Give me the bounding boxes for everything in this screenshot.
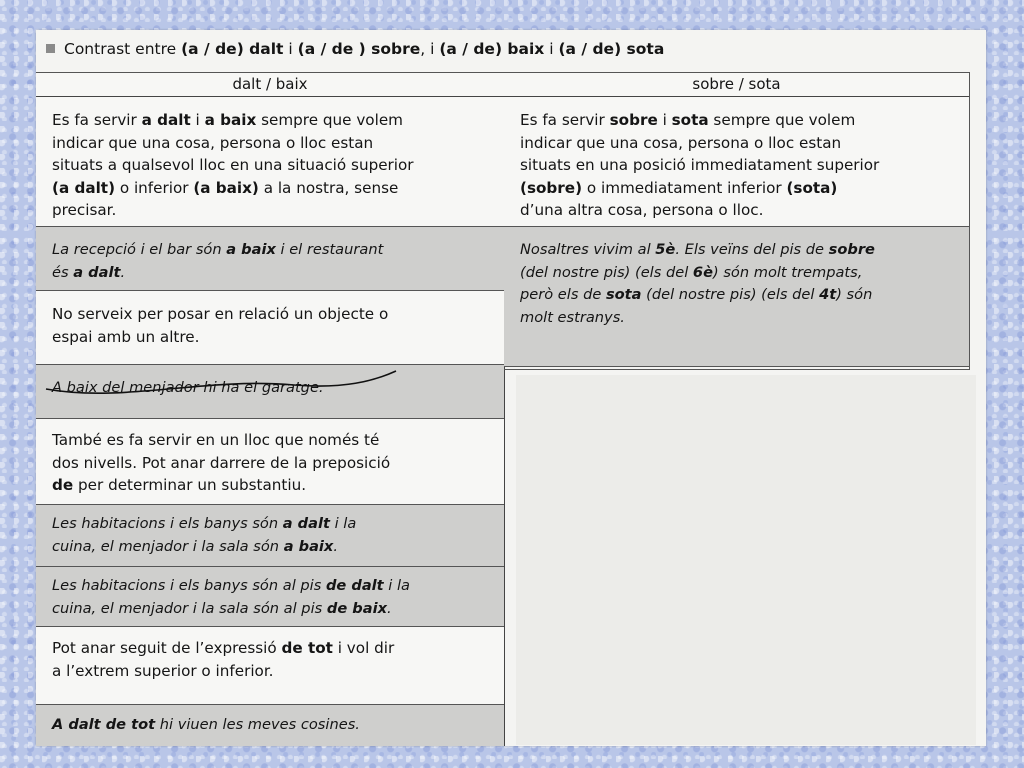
text-run: Les habitacions i els banys són al pis <box>52 577 326 594</box>
bullet-square-icon <box>46 44 55 53</box>
text-line <box>52 262 494 285</box>
left-cell-5 <box>36 505 504 567</box>
bold-term: 5è <box>655 241 676 258</box>
text-line <box>52 513 494 536</box>
text-line <box>52 177 494 200</box>
text-run: i vol dir <box>332 639 395 657</box>
column-sobre-sota <box>504 72 970 370</box>
text-run: a l’extrem superior o inferior. <box>52 661 274 680</box>
text-line <box>520 284 959 307</box>
text-line <box>520 262 959 285</box>
text-run: També es fa servir en un lloc que només té <box>52 431 380 449</box>
text-run: o immediatament inferior <box>582 178 787 197</box>
strike-through-mark <box>44 373 404 407</box>
bold-term: a baix <box>204 111 257 129</box>
text-run: sempre que volem <box>708 111 856 129</box>
column-dalt-baix <box>36 72 505 746</box>
text-run: molt estranys. <box>520 308 625 326</box>
text-run: Es fa servir <box>520 111 610 129</box>
text-run: i la <box>383 577 410 594</box>
text-line <box>52 154 494 177</box>
text-run: . <box>120 263 126 281</box>
text-run: hi viuen les meves cosines. <box>155 716 360 733</box>
text-line <box>52 326 494 349</box>
crossed-out-text: A baix del menjador hi ha el garatge. <box>52 379 324 396</box>
bold-term: de <box>52 476 74 494</box>
text-line <box>52 660 494 683</box>
text-line <box>520 154 959 177</box>
text-line <box>52 239 494 262</box>
bold-term: de dalt <box>325 577 384 594</box>
left-cell-8 <box>36 705 504 746</box>
text-run: a la nostra, sense <box>258 178 399 197</box>
text-line <box>52 452 494 475</box>
text-run: espai amb un altre. <box>52 327 200 346</box>
text-line <box>52 714 494 737</box>
text-run: dos nivells. Pot anar darrere de la preposició <box>52 453 391 472</box>
text-run: o inferior <box>115 178 194 197</box>
text-run: per determinar un substantiu. <box>73 476 307 494</box>
text-line <box>52 474 494 497</box>
bold-term: de tot <box>281 639 333 657</box>
bold-term: 6è <box>692 263 713 281</box>
column-header-dalt-baix: dalt / baix <box>36 73 504 97</box>
textbook-page <box>36 30 986 746</box>
text-line <box>520 177 959 200</box>
text-run: i <box>657 111 672 129</box>
bold-term: sobre <box>828 241 875 258</box>
text-run: . Els veïns del pis de <box>675 241 829 258</box>
bold-term: sota <box>671 111 709 129</box>
text-line <box>520 132 959 155</box>
text-run: però els de <box>520 286 606 303</box>
text-run: (del nostre pis) (els del <box>520 263 693 281</box>
bold-term: a baix <box>226 241 276 258</box>
text-line <box>52 536 494 559</box>
text-run: és <box>52 263 74 281</box>
text-run: i la <box>329 515 357 532</box>
text-line <box>520 199 959 222</box>
bold-term: sota <box>605 286 642 303</box>
text-run: cuina, el menjador i la sala són <box>52 537 284 555</box>
text-line <box>52 303 494 326</box>
bold-term: a dalt <box>141 111 191 129</box>
text-line <box>52 598 494 621</box>
text-run: indicar que una cosa, persona o lloc estan <box>520 133 842 152</box>
page-title <box>46 37 946 61</box>
bold-term: (sota) <box>786 178 838 197</box>
text-line <box>52 132 494 155</box>
bold-term: a dalt <box>282 515 330 532</box>
bold-term: de baix <box>326 599 388 617</box>
text-line <box>52 109 494 132</box>
text-run: d’una altra cosa, persona o lloc. <box>520 201 764 219</box>
left-cell-6 <box>36 567 504 627</box>
text-line <box>52 429 494 452</box>
bold-term: 4t <box>819 286 837 303</box>
bold-term: A dalt de tot <box>52 716 156 733</box>
text-run: No serveix per posar en relació un objecte o <box>52 305 389 323</box>
text-line <box>52 199 494 222</box>
text-run: situats en una posició immediatament superior <box>520 156 880 174</box>
bold-term: (a baix) <box>193 178 259 197</box>
left-cell-1 <box>36 227 504 291</box>
bold-term: (sobre) <box>520 178 583 197</box>
text-run: ) són molt trempats, <box>712 263 863 281</box>
text-run: indicar que una cosa, persona o lloc estan <box>52 133 374 152</box>
text-run: Les habitacions i els banys són <box>52 515 283 532</box>
text-run: Nosaltres vivim al <box>520 241 656 258</box>
right-cell-0 <box>504 97 969 227</box>
left-cell-0 <box>36 97 504 227</box>
text-run: precisar. <box>52 201 117 219</box>
column-header-sobre-sota: sobre / sota <box>504 73 969 97</box>
text-run: Pot anar seguit de l’expressió <box>52 639 282 657</box>
bold-term: sobre <box>609 111 658 129</box>
text-run: situats a qualsevol lloc en una situació superior <box>52 156 414 174</box>
bold-term: a dalt <box>73 263 121 281</box>
right-cell-1 <box>504 227 969 367</box>
text-run: ) són <box>836 286 873 303</box>
bleed-through-area <box>516 375 976 745</box>
text-run: . <box>333 537 338 555</box>
text-run: sempre que volem <box>256 111 403 129</box>
title-text: Contrast entre (a / de) dalt i (a / de ) sobre, i (a / de) baix i (a / de) sota <box>64 40 665 58</box>
text-line <box>520 239 959 262</box>
crossed-out-example <box>52 377 324 400</box>
left-cell-7 <box>36 627 504 705</box>
left-cell-4 <box>36 419 504 505</box>
text-run: i el restaurant <box>275 241 384 258</box>
text-run: cuina, el menjador i la sala són al pis <box>52 599 327 617</box>
text-line <box>52 575 494 598</box>
text-run: La recepció i el bar són <box>52 241 227 258</box>
left-cell-3 <box>36 365 504 419</box>
left-cell-2 <box>36 291 504 365</box>
text-run: i <box>190 111 205 129</box>
text-run: . <box>387 599 392 617</box>
text-run: Es fa servir <box>52 111 142 129</box>
bold-term: (a dalt) <box>52 178 116 197</box>
text-line <box>52 637 494 660</box>
text-line <box>520 109 959 132</box>
bold-term: a baix <box>283 537 334 555</box>
text-line <box>520 307 959 330</box>
text-run: (del nostre pis) (els del <box>641 286 820 303</box>
